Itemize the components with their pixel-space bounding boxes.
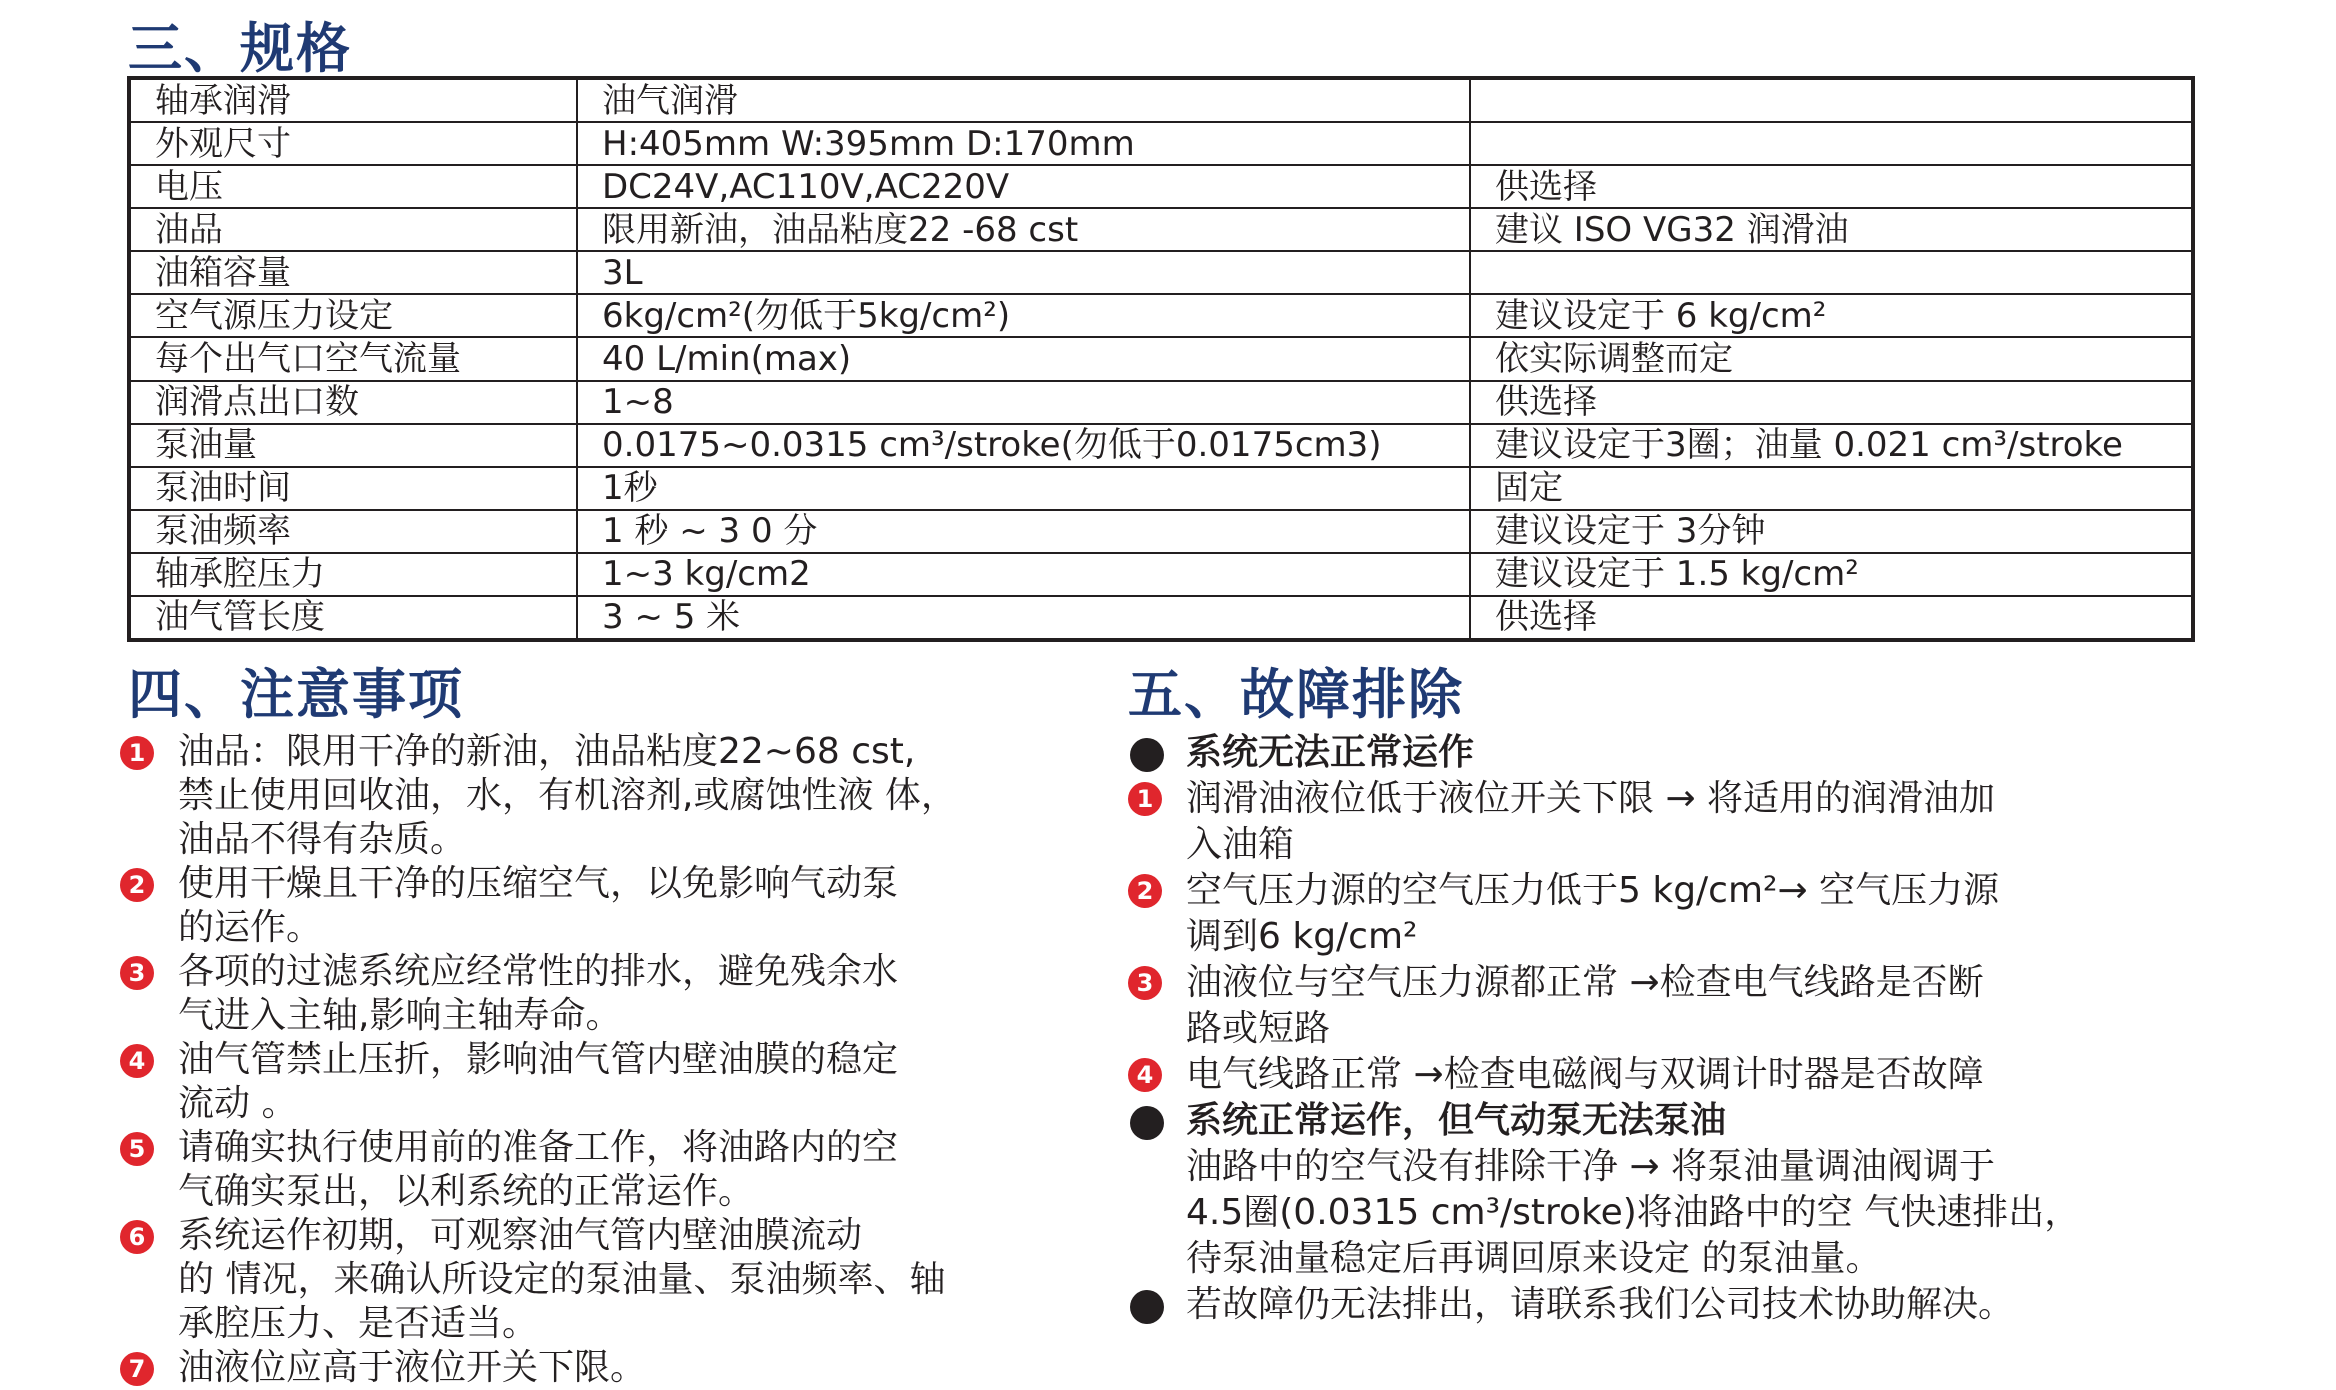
number-badge-icon: 2 xyxy=(120,868,154,902)
trouble-text-line: 入油箱 xyxy=(1186,824,1295,865)
spec-value-cell: 6kg/cm²(勿低于5kg/cm²) xyxy=(577,294,1470,337)
trouble-text-line: 电气线路正常 →检查电磁阀与双调计时器是否故障 xyxy=(1186,1054,1984,1095)
trouble-text-line: 空气压力源的空气压力低于5 kg/cm²→ 空气压力源 xyxy=(1186,870,2000,911)
note-item xyxy=(120,1038,1080,1126)
spec-name-cell: 油气管长度 xyxy=(129,596,577,640)
spec-row xyxy=(129,337,2193,380)
spec-remark-cell: 依实际调整而定 xyxy=(1470,337,2193,380)
spec-remark-cell: 供选择 xyxy=(1470,596,2193,640)
spec-remark-cell: 固定 xyxy=(1470,467,2193,510)
spec-row xyxy=(129,251,2193,294)
spec-name-cell: 油品 xyxy=(129,208,577,251)
spec-name-cell: 外观尺寸 xyxy=(129,122,577,165)
bullet-dot-icon xyxy=(1130,1106,1164,1140)
trouble-heading-item xyxy=(1128,1098,2238,1282)
trouble-text-line: 油路中的空气没有排除干净 → 将泵油量调油阀调于 xyxy=(1186,1146,1996,1187)
note-item xyxy=(120,862,1080,950)
spec-remark-cell: 供选择 xyxy=(1470,381,2193,424)
trouble-step-item xyxy=(1128,960,2238,1052)
spec-row xyxy=(129,122,2193,165)
number-badge-icon: 5 xyxy=(120,1132,154,1166)
spec-row xyxy=(129,596,2193,640)
trouble-heading-item xyxy=(1128,1282,2238,1328)
spec-name-cell: 润滑点出口数 xyxy=(129,381,577,424)
spec-name-cell: 轴承润滑 xyxy=(129,78,577,122)
notes-list xyxy=(120,730,1080,1390)
spec-remark-cell: 供选择 xyxy=(1470,165,2193,208)
note-text-line: 油品不得有杂质。 xyxy=(178,819,467,860)
note-item xyxy=(120,730,1080,862)
trouble-step-item xyxy=(1128,868,2238,960)
number-badge-icon: 7 xyxy=(120,1352,154,1386)
spec-name-cell: 电压 xyxy=(129,165,577,208)
number-badge-icon: 4 xyxy=(1128,1058,1162,1092)
number-badge-icon: 6 xyxy=(120,1220,154,1254)
trouble-text-line: 若故障仍无法排出，请联系我们公司技术协助解决。 xyxy=(1186,1284,2015,1325)
spec-remark-cell xyxy=(1470,122,2193,165)
trouble-text-line: 调到6 kg/cm² xyxy=(1186,916,1418,957)
spec-row xyxy=(129,553,2193,596)
spec-name-cell: 轴承腔压力 xyxy=(129,553,577,596)
note-text-line: 油气管禁止压折，影响油气管内壁油膜的稳定 xyxy=(178,1039,899,1080)
spec-section-title: 三、规格 xyxy=(128,17,352,80)
spec-name-cell: 泵油时间 xyxy=(129,467,577,510)
number-badge-icon: 3 xyxy=(1128,966,1162,1000)
number-badge-icon: 2 xyxy=(1128,874,1162,908)
spec-value-cell: 1秒 xyxy=(577,467,1470,510)
spec-row xyxy=(129,424,2193,467)
spec-value-cell: 1 秒 ~ 3 0 分 xyxy=(577,510,1470,553)
note-item xyxy=(120,950,1080,1038)
note-text-line: 气进入主轴,影响主轴寿命。 xyxy=(178,995,622,1036)
trouble-heading-item xyxy=(1128,730,2238,776)
spec-remark-cell: 建议设定于 3分钟 xyxy=(1470,510,2193,553)
trouble-step-item xyxy=(1128,776,2238,868)
note-text-line: 系统运作初期，可观察油气管内壁油膜流动 xyxy=(178,1215,863,1256)
trouble-text-line: 4.5圈(0.0315 cm³/stroke)将油路中的空 气快速排出， xyxy=(1186,1192,2081,1233)
note-text-line: 使用干燥且干净的压缩空气，以免影响气动泵 xyxy=(178,863,899,904)
trouble-text-line: 润滑油液位低于液位开关下限 → 将适用的润滑油加 xyxy=(1186,778,1996,819)
spec-value-cell: 1~8 xyxy=(577,381,1470,424)
trouble-step-item xyxy=(1128,1052,2238,1098)
note-text-line: 承腔压力、是否适当。 xyxy=(178,1303,539,1344)
spec-remark-cell: 建议设定于3圈；油量 0.021 cm³/stroke xyxy=(1470,424,2193,467)
note-item xyxy=(120,1214,1080,1346)
spec-row xyxy=(129,381,2193,424)
spec-value-cell: H:405mm W:395mm D:170mm xyxy=(577,122,1470,165)
note-text-line: 的运作。 xyxy=(178,907,323,948)
spec-value-cell: 油气润滑 xyxy=(577,78,1470,122)
spec-row xyxy=(129,510,2193,553)
note-text-line: 禁止使用回收油，水，有机溶剂,或腐蚀性液 体， xyxy=(178,775,957,816)
trouble-text-line: 路或短路 xyxy=(1186,1008,1331,1049)
number-badge-icon: 4 xyxy=(120,1044,154,1078)
spec-row xyxy=(129,78,2193,122)
spec-value-cell: 0.0175~0.0315 cm³/stroke(勿低于0.0175cm3) xyxy=(577,424,1470,467)
note-text-line: 各项的过滤系统应经常性的排水，避免残余水 xyxy=(178,951,899,992)
spec-remark-cell: 建议设定于 6 kg/cm² xyxy=(1470,294,2193,337)
spec-name-cell: 空气源压力设定 xyxy=(129,294,577,337)
note-text-line: 油品：限用干净的新油，油品粘度22~68 cst, xyxy=(178,731,916,772)
spec-value-cell: 3 ~ 5 米 xyxy=(577,596,1470,640)
note-text-line: 的 情况，来确认所设定的泵油量、泵油频率、轴 xyxy=(178,1259,946,1300)
spec-table xyxy=(127,76,2195,642)
spec-remark-cell xyxy=(1470,78,2193,122)
spec-row xyxy=(129,294,2193,337)
spec-name-cell: 泵油频率 xyxy=(129,510,577,553)
trouble-text-line: 系统无法正常运作 xyxy=(1186,732,1475,773)
notes-section-title: 四、注意事项 xyxy=(128,663,464,726)
spec-value-cell: 限用新油，油品粘度22 -68 cst xyxy=(577,208,1470,251)
spec-remark-cell: 建议 ISO VG32 润滑油 xyxy=(1470,208,2193,251)
bullet-dot-icon xyxy=(1130,738,1164,772)
spec-value-cell: 3L xyxy=(577,251,1470,294)
trouble-text-line: 油液位与空气压力源都正常 →检查电气线路是否断 xyxy=(1186,962,1984,1003)
number-badge-icon: 1 xyxy=(1128,782,1162,816)
spec-value-cell: 1~3 kg/cm2 xyxy=(577,553,1470,596)
spec-value-cell: 40 L/min(max) xyxy=(577,337,1470,380)
spec-remark-cell: 建议设定于 1.5 kg/cm² xyxy=(1470,553,2193,596)
troubleshooting-list xyxy=(1128,730,2238,1328)
number-badge-icon: 1 xyxy=(120,736,154,770)
spec-row xyxy=(129,467,2193,510)
note-item xyxy=(120,1126,1080,1214)
note-item xyxy=(120,1346,1080,1390)
note-text-line: 油液位应高于液位开关下限。 xyxy=(178,1347,647,1388)
trouble-text-line: 待泵油量稳定后再调回原来设定 的泵油量。 xyxy=(1186,1238,1882,1279)
number-badge-icon: 3 xyxy=(120,956,154,990)
spec-name-cell: 每个出气口空气流量 xyxy=(129,337,577,380)
spec-remark-cell xyxy=(1470,251,2193,294)
note-text-line: 气确实泵出，以利系统的正常运作。 xyxy=(178,1171,755,1212)
note-text-line: 流动 。 xyxy=(178,1083,298,1124)
troubleshooting-section-title: 五、故障排除 xyxy=(1128,663,1464,726)
spec-name-cell: 泵油量 xyxy=(129,424,577,467)
note-text-line: 请确实执行使用前的准备工作，将油路内的空 xyxy=(178,1127,899,1168)
bullet-dot-icon xyxy=(1130,1290,1164,1324)
trouble-text-line: 系统正常运作，但气动泵无法泵油 xyxy=(1186,1100,1727,1141)
spec-row xyxy=(129,208,2193,251)
spec-value-cell: DC24V,AC110V,AC220V xyxy=(577,165,1470,208)
spec-name-cell: 油箱容量 xyxy=(129,251,577,294)
spec-row xyxy=(129,165,2193,208)
